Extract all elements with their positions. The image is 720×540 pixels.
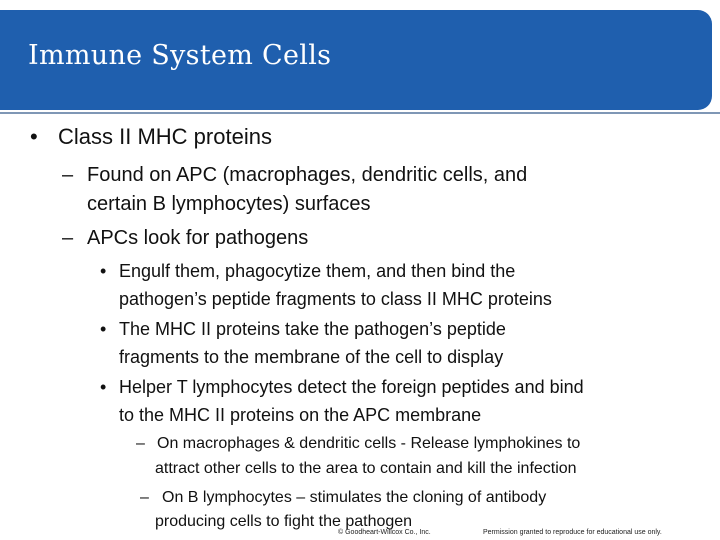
subbullet-found-on-apc-line1: Found on APC (macrophages, dendritic cells, and — [87, 164, 528, 186]
dash-marker: – — [62, 227, 74, 249]
dash-marker: – — [136, 435, 145, 452]
item-helper-t-line2: to the MHC II proteins on the APC membrane — [119, 405, 482, 425]
subbullet-apcs-look: APCs look for pathogens — [87, 227, 309, 249]
item-mhc-ii-line2: fragments to the membrane of the cell to display — [119, 347, 504, 367]
permission-notice: Permission granted to reproduce for educational use only. — [483, 529, 662, 536]
item-mhc-ii-line1: The MHC II proteins take the pathogen’s peptide — [119, 319, 506, 339]
item-helper-t-line1: Helper T lymphocytes detect the foreign peptides and bind — [119, 377, 584, 397]
dash-marker: – — [140, 489, 149, 506]
copyright-notice: © Goodheart-Willcox Co., Inc. — [338, 529, 431, 536]
item-macrophages-line1: On macrophages & dendritic cells - Release lymphokines to — [157, 435, 581, 452]
item-b-lymphocytes-line1: On B lymphocytes – stimulates the cloning of antibody — [162, 489, 547, 506]
bullet-marker: • — [100, 377, 107, 397]
bullet-marker: • — [100, 319, 107, 339]
bullet-marker: • — [100, 261, 107, 281]
item-engulf-line2: pathogen’s peptide fragments to class II MHC proteins — [119, 289, 552, 309]
item-b-lymphocytes-line2: producing cells to fight the pathogen — [155, 513, 413, 530]
item-engulf-line1: Engulf them, phagocytize them, and then bind the — [119, 261, 516, 281]
dash-marker: – — [62, 164, 74, 186]
title-divider — [0, 112, 720, 114]
subbullet-found-on-apc-line2: certain B lymphocytes) surfaces — [87, 193, 371, 215]
item-macrophages-line2: attract other cells to the area to contain and kill the infection — [155, 460, 577, 477]
title-bar — [0, 10, 712, 110]
bullet-text-class-ii-mhc: Class II MHC proteins — [58, 124, 272, 149]
slide-title: Immune System Cells — [28, 40, 332, 71]
bullet-marker: • — [30, 124, 38, 149]
